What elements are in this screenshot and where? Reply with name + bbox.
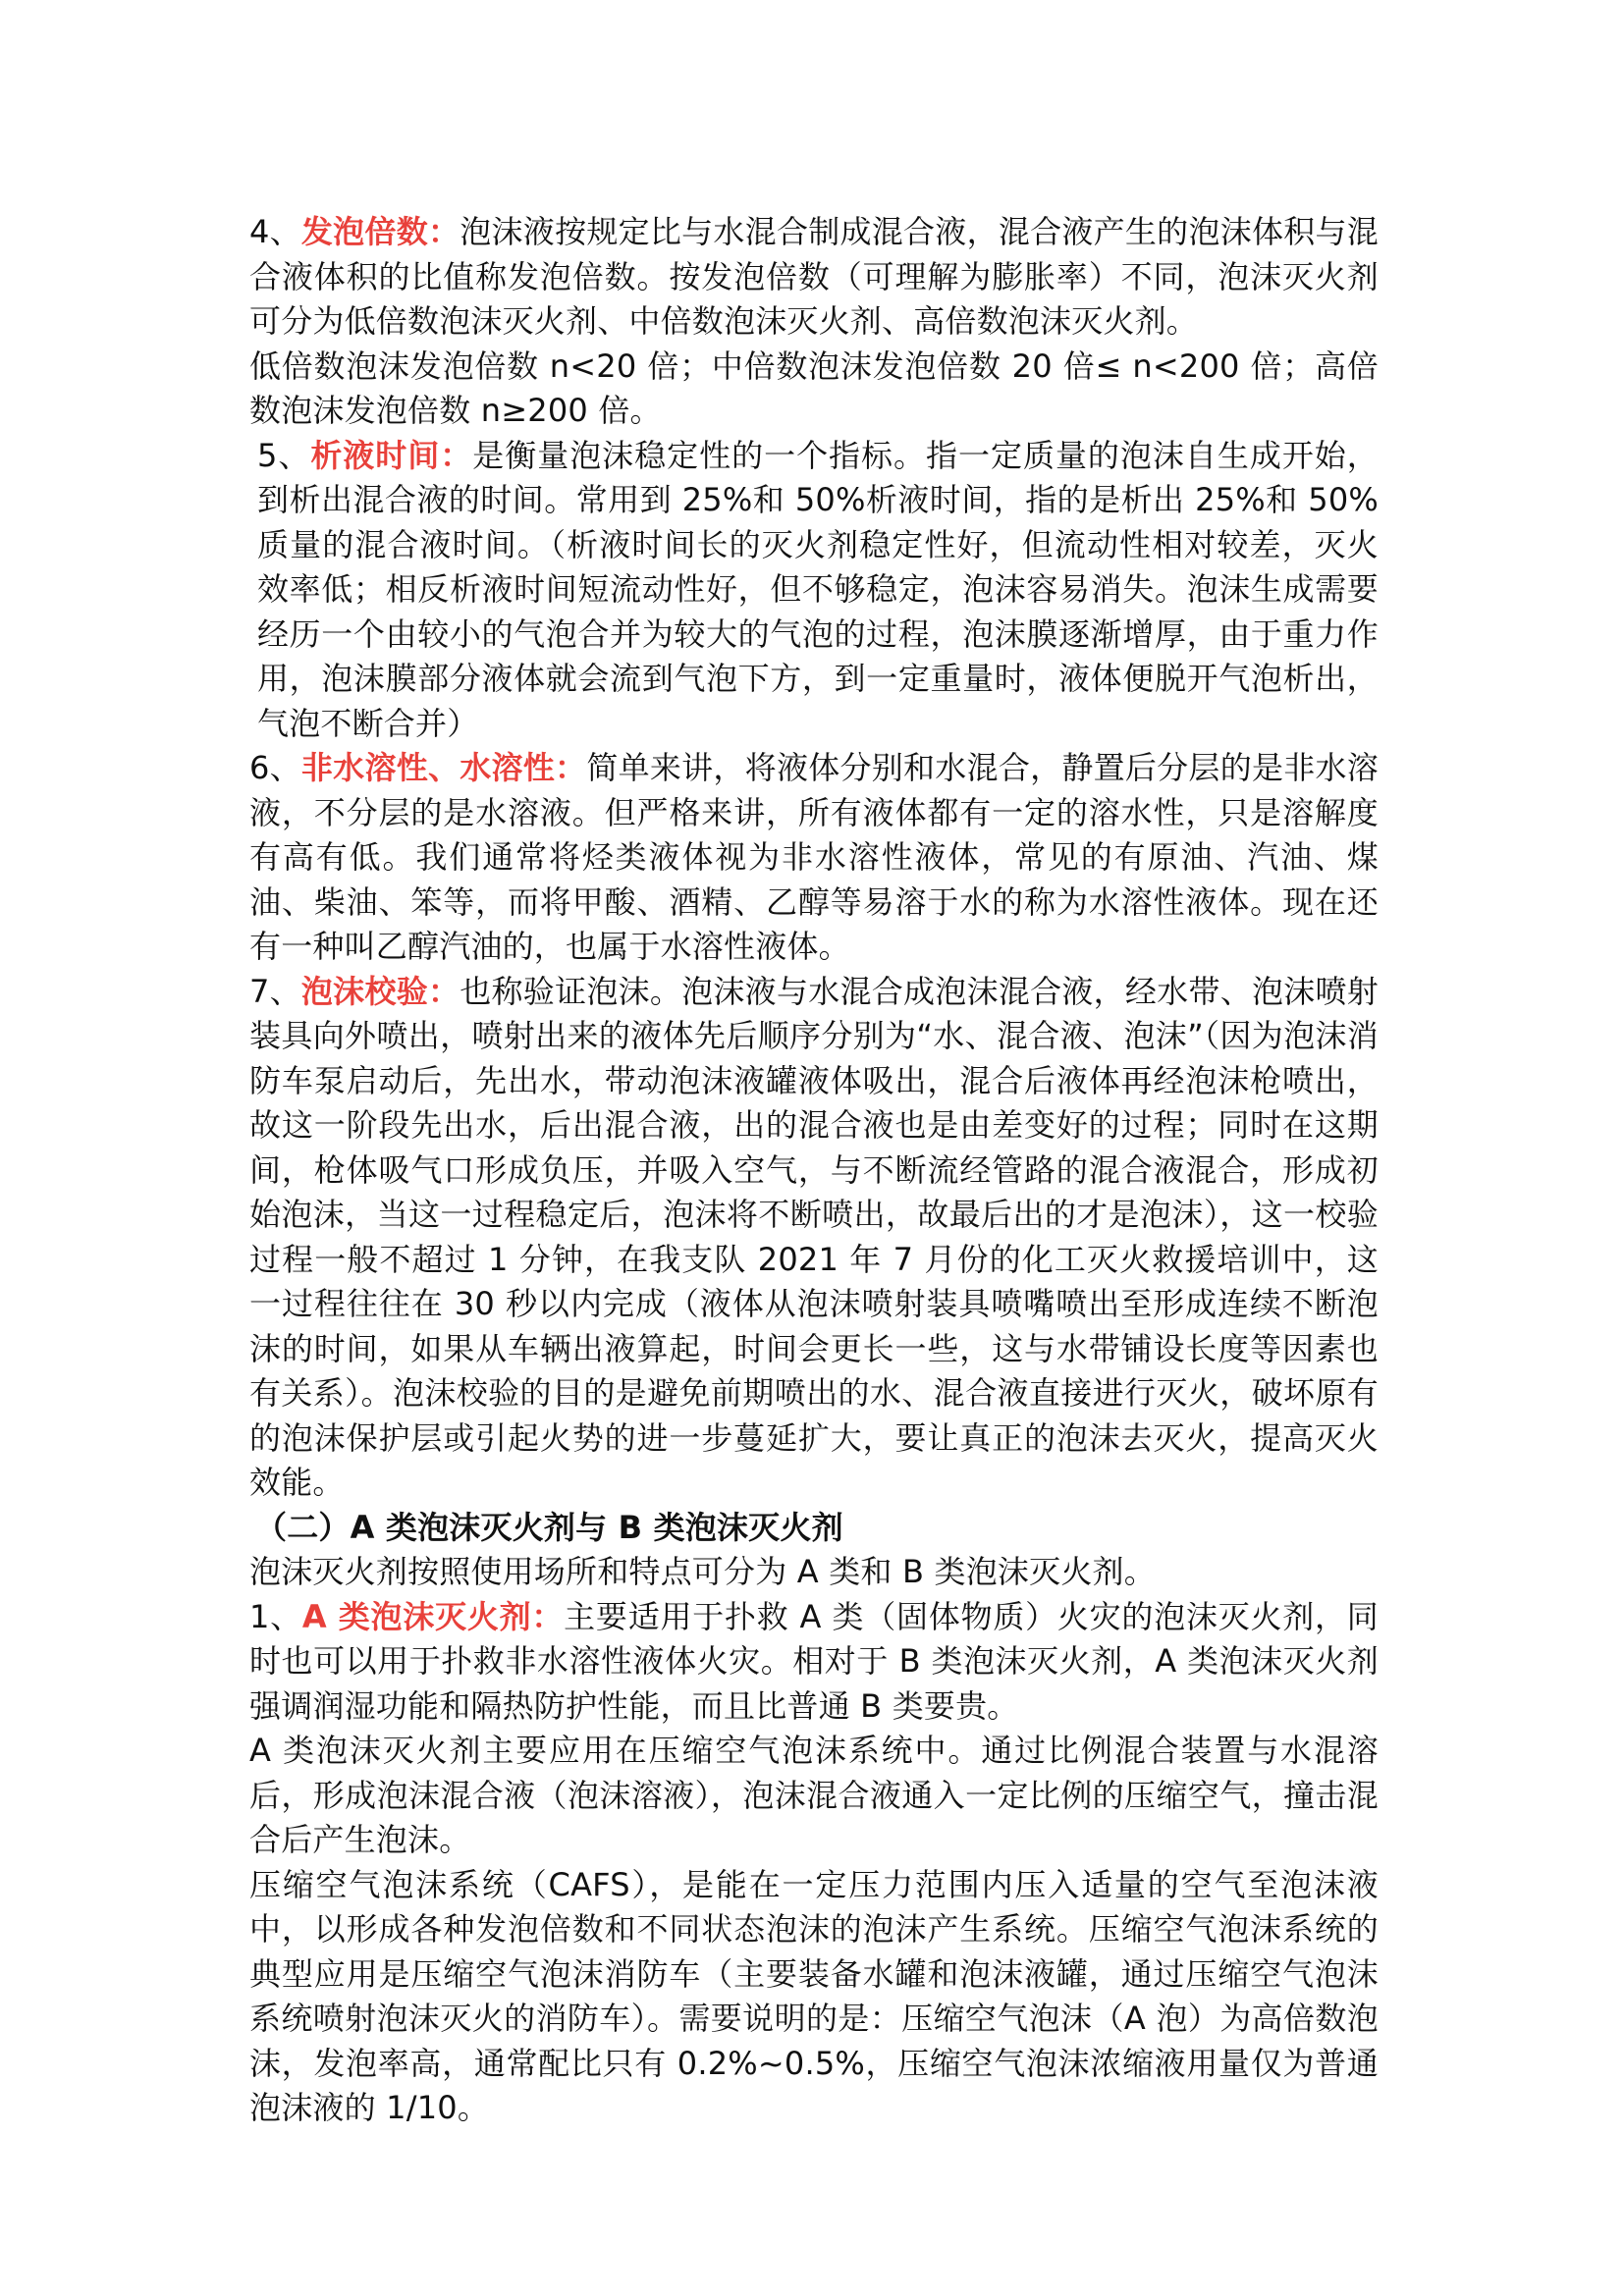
paragraph-cafs-usage [249,1729,1379,1863]
paragraph-expansion-ranges [249,345,1379,434]
term-water-solubility: 非水溶性、水溶性： [300,749,587,786]
paragraph-text: 低倍数泡沫发泡倍数 n<20 倍；中倍数泡沫发泡倍数 20 倍≤ n<200 倍；高倍数泡沫发泡倍数 n≥200 倍。 [249,347,1379,429]
term-drainage-time: 析液时间： [310,436,473,474]
item-number: 5、 [257,436,311,474]
document-body [249,210,1379,2131]
paragraph-water-solubility [249,746,1379,970]
paragraph-text: 简单来讲，将液体分别和水混合，静置后分层的是非水溶液，不分层的是水溶液。但严格来讲，所有液体都有一定的溶水性，只是溶解度有高有低。我们通常将烃类液体视为非水溶性液体，常见的有原油、汽油、煤油、柴油、笨等，而将甲酸、酒精、乙醇等易溶于水的称为水溶性液体。现在还有一种叫乙醇汽油的，也属于水溶性液体。 [249,749,1379,965]
term-class-a-foam: A 类泡沫灭火剂： [301,1597,565,1635]
term-foam-verification: 泡沫校验： [300,972,460,1010]
paragraph-text: A 类泡沫灭火剂主要应用在压缩空气泡沫系统中。通过比例混合装置与水混溶后，形成泡沫混合液（泡沫溶液），泡沫混合液通入一定比例的压缩空气，撞击混合后产生泡沫。 [249,1732,1379,1858]
paragraph-foam-verification [249,970,1379,1506]
paragraph-drainage-time [249,434,1379,747]
paragraph-text: 压缩空气泡沫系统（CAFS），是能在一定压力范围内压入适量的空气至泡沫液中，以形成各种发泡倍数和不同状态泡沫的泡沫产生系统。压缩空气泡沫系统的典型应用是压缩空气泡沫消防车（主要装备水罐和泡沫液罐，通过压缩空气泡沫系统喷射泡沫灭火的消防车）。需要说明的是：压缩空气泡沫（A 泡）为高倍数泡沫，发泡率高，通常配比只有 0.2%~0.5%，压缩空气泡沫浓缩液用量仅为普通泡沫液的 1/10。 [249,1865,1379,2126]
paragraph-text: 泡沫液按规定比与水混合制成混合液，混合液产生的泡沫体积与混合液体积的比值称发泡倍数。按发泡倍数（可理解为膨胀率）不同，泡沫灭火剂可分为低倍数泡沫灭火剂、中倍数泡沫灭火剂、高倍数泡沫灭火剂。 [249,213,1379,340]
paragraph-text: 主要适用于扑救 A 类（固体物质）火灾的泡沫灭火剂，同时也可以用于扑救非水溶性液体火灾。相对于 B 类泡沫灭火剂，A 类泡沫灭火剂强调润湿功能和隔热防护性能，而且比普通 B 类要贵。 [249,1597,1379,1725]
item-number: 7、 [249,972,301,1010]
paragraph-foam-expansion [249,210,1379,345]
item-number: 1、 [249,1597,302,1635]
paragraph-cafs-definition [249,1863,1379,2131]
item-number: 4、 [249,213,301,250]
item-number: 6、 [249,749,301,786]
term-foam-expansion: 发泡倍数： [300,213,460,250]
paragraph-text: 是衡量泡沫稳定性的一个指标。指一定质量的泡沫自生成开始，到析出混合液的时间。常用到 25%和 50%析液时间，指的是析出 25%和 50%质量的混合液时间。（析液时间长的灭火剂稳定性好，但流动性相对较差，灭火效率低；相反析液时间短流动性好，但不够稳定，泡沫容易消失。泡沫生成需要经历一个由较小的气泡合并为较大的气泡的过程，泡沫膜逐渐增厚，由于重力作用，泡沫膜部分液体就会流到气泡下方，到一定重量时，液体便脱开气泡析出，气泡不断合并） [257,436,1379,742]
paragraph-text: 也称验证泡沫。泡沫液与水混合成泡沫混合液，经水带、泡沫喷射装具向外喷出，喷射出来的液体先后顺序分别为“水、混合液、泡沫”（因为泡沫消防车泵启动后，先出水，带动泡沫液罐液体吸出，混合后液体再经泡沫枪喷出，故这一阶段先出水，后出混合液，出的混合液也是由差变好的过程；同时在这期间，枪体吸气口形成负压，并吸入空气，与不断流经管路的混合液混合，形成初始泡沫，当这一过程稳定后，泡沫将不断喷出，故最后出的才是泡沫），这一校验过程一般不超过 1 分钟，在我支队 2021 年 7 月份的化工灭火救援培训中，这一过程往往在 30 秒以内完成（液体从泡沫喷射装具喷嘴喷出至形成连续不断泡沫的时间，如果从车辆出液算起，时间会更长一些，这与水带铺设长度等因素也有关系）。泡沫校验的目的是避免前期喷出的水、混合液直接进行灭火，破坏原有的泡沫保护层或引起火势的进一步蔓延扩大，要让真正的泡沫去灭火，提高灭火效能。 [249,972,1379,1501]
section-intro: 泡沫灭火剂按照使用场所和特点可分为 A 类和 B 类泡沫灭火剂。 [249,1553,1156,1590]
paragraph-class-a-foam [249,1595,1379,1730]
section-heading: （二）A 类泡沫灭火剂与 B 类泡沫灭火剂 [255,1508,843,1546]
